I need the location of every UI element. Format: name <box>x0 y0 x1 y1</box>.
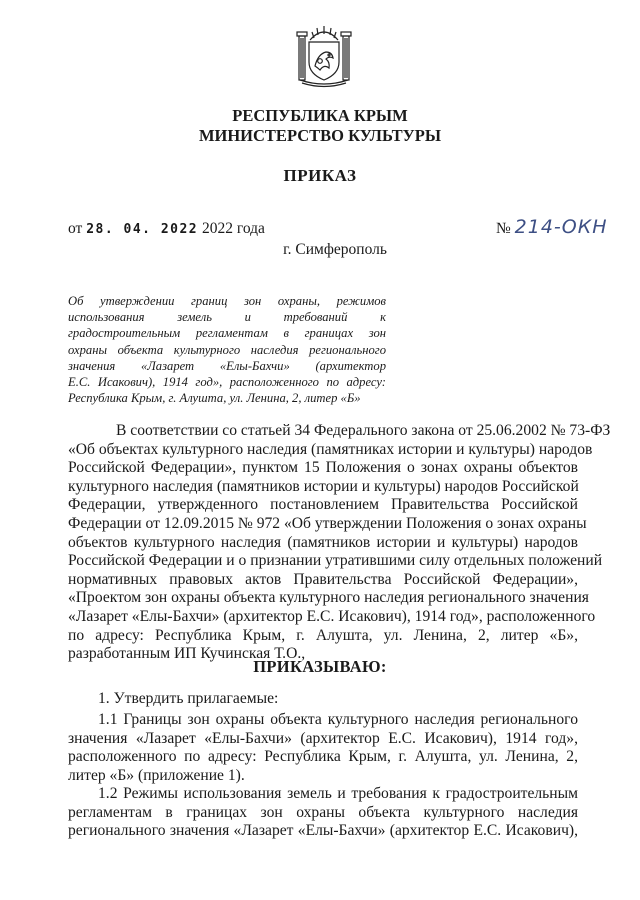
document-title: ПРИКАЗ <box>283 166 357 185</box>
item-1-2-line: 1.2 Режимы использования земель и требования к градостроительным <box>98 785 578 802</box>
number-prefix: № <box>496 220 511 237</box>
preamble-line: культурного наследия (памятников истории и культуры) народов Российской <box>68 477 579 495</box>
subject-line: градостроительным регламентам в границах зон <box>68 326 386 341</box>
preamble-line: «Об объектах культурного наследия (памятниках истории и культуры) народов <box>68 440 593 458</box>
preamble-line: «Лазарет «Елы-Бахчи» (архитектор Е.С. Исакович), 1914 год», расположенного <box>68 607 596 625</box>
subject-line: охраны объекта культурного наследия регионального <box>68 342 386 357</box>
city: г. Симферополь <box>283 241 387 258</box>
date-suffix: 2022 года <box>202 220 265 237</box>
item-1-1 <box>68 711 578 785</box>
crimea-coat-of-arms-icon <box>296 22 352 88</box>
preamble-line: объектов культурного наследия (памятников истории и культуры) народов <box>68 533 578 551</box>
preamble-line: нормативных правовых актов Правительства Российской Федерации», <box>68 570 578 588</box>
preamble-line: В соответствии со статьей 34 Федерального закона от 25.06.2002 № 73-ФЗ <box>116 422 611 439</box>
order-verb: ПРИКАЗЫВАЮ: <box>253 657 387 676</box>
subject-line: Республика Крым, г. Алушта, ул. Ленина, 2, литер «Б» <box>68 391 361 406</box>
subject-line: Е.С. Исакович), 1914 год», расположенного по адресу: <box>68 375 386 390</box>
item-1 <box>68 690 578 709</box>
subject-line: использования земель и требований к <box>68 310 386 325</box>
item-1-2-line: регионального значения «Лазарет «Елы-Бахчи» (архитектор Е.С. Исакович), <box>68 822 578 840</box>
date-stamp: 28. 04. 2022 <box>86 222 199 237</box>
preamble-line: Федерации от 12.09.2015 № 972 «Об утверждении Положения о зонах охраны <box>68 514 587 532</box>
preamble-line: Российской Федерации», пунктом 15 Положения о зонах охраны объектов <box>68 459 578 477</box>
item-1-1-line: значения «Лазарет «Елы-Бахчи» (архитектор Е.С. Исакович), 1914 год», <box>68 729 578 747</box>
date-prefix: от <box>68 220 83 237</box>
order-number <box>496 216 608 238</box>
subject-line: Об утверждении границ зон охраны, режимов <box>68 294 386 308</box>
subject-line: значения «Лазарет «Елы-Бахчи» (архитектор <box>68 358 386 373</box>
preamble-line: «Проектом зон охраны объекта культурного наследия регионального значения <box>68 589 589 607</box>
date-line <box>68 220 265 238</box>
item-1-2-line: регламентам в границах зон охраны объекта культурного наследия <box>68 803 578 821</box>
item-1-2 <box>68 785 578 841</box>
item-1-heading: 1. Утвердить прилагаемые: <box>98 690 279 707</box>
header-ministry: МИНИСТЕРСТВО КУЛЬТУРЫ <box>198 126 442 145</box>
preamble <box>68 422 611 664</box>
item-1-1-line: 1.1 Границы зон охраны объекта культурного наследия регионального <box>98 711 578 728</box>
preamble-line: разработанным ИП Кучинская Т.О., <box>68 645 306 663</box>
header-republic: РЕСПУБЛИКА КРЫМ <box>232 106 408 125</box>
preamble-line: по адресу: Республика Крым, г. Алушта, ул. Ленина, 2, литер «Б», <box>68 626 578 644</box>
preamble-line: Федерации, утвержденного постановлением Правительства Российской <box>68 496 578 514</box>
preamble-line: Российской Федерации и о признании утратившими силу отдельных положений <box>68 552 603 570</box>
item-1-1-line: расположенного по адресу: Республика Крым, г. Алушта, ул. Ленина, 2, <box>68 748 578 766</box>
order-subject <box>68 293 386 406</box>
item-1-1-line: литер «Б» (приложение 1). <box>68 766 245 784</box>
number-value: 214-ОКН <box>514 216 608 238</box>
